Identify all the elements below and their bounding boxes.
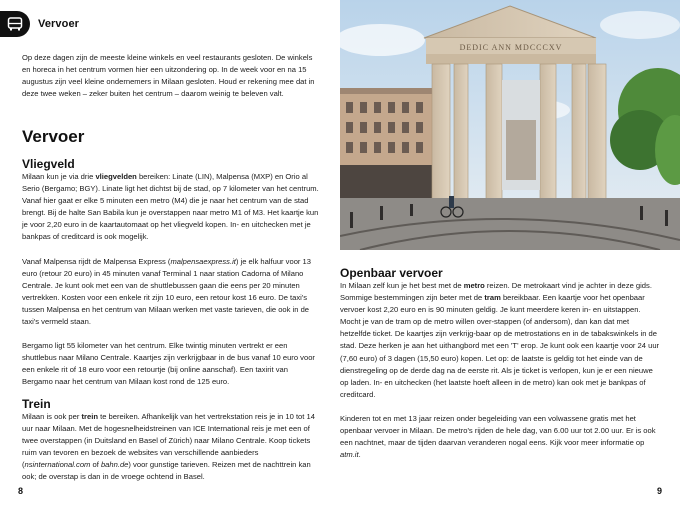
- intro-text: Op deze dagen zijn de meeste kleine winkels en veel restaurants gesloten. De winkels en horeca in het centrum vormen hier een uitzondering op. In de week voor en na 15 augustus zijn veel kleine ondernemers in Milaan gesloten. Houd er rekening mee dat in deze twee weken – zeker buiten het centrum – daarom weinig te beleven valt.: [22, 53, 315, 99]
- vliegveld-section: [22, 157, 320, 389]
- trein-paragraph: Milaan is ook per trein te bereiken. Afhankelijk van het vertrekstation reis je in 10 tot 14 uur naar Milaan. Met de hogesnelheidstreinen van ICE International reis je met een of twee overstappen (in Duitsland en Basel of Zürich) naar Milano Centrale. Koop tickets ruim van tevoren en bezoek de websites van verschillende aanbieders (nsinternational.com of bahn.de) voor gunstige tarieven. Reizen met de nachttrein kan ook; de overstap is dan in de vroege ochtend in Basel.: [22, 412, 315, 482]
- openbaar-heading: Openbaar vervoer: [340, 266, 443, 280]
- section-header: [0, 11, 79, 37]
- page-number-left: 8: [18, 486, 24, 496]
- page-number-right: 9: [657, 486, 663, 496]
- trein-heading: Trein: [22, 397, 51, 411]
- right-page: [340, 0, 680, 510]
- chapter-title: Vervoer: [22, 127, 85, 146]
- section-title: Vervoer: [38, 18, 80, 30]
- bus-icon: [0, 11, 30, 37]
- openbaar-paragraph-2: Kinderen tot en met 13 jaar reizen onder begeleiding van een volwassene gratis met het openbaar vervoer in Milaan. De metro's rijden de hele dag, van 6.00 uur tot 2.00 uur. Er is ook een nachtnet, maar de tijden daarvan veranderen nogal eens. Kijk voor meer informatie op atm.it.: [340, 413, 656, 460]
- vliegveld-paragraph-2: Vanaf Malpensa rijdt de Malpensa Express (malpensaexpress.it) je elk halfuur voor 13 euro (retour 20 euro) in 45 minuten vanaf Terminal 1 naar station Cadorna of Milano Centrale. Je kunt ook met een van de shuttlebussen gaan die eens per 20 minuten vertrekken. Kosten voor een enkele rit zijn 10 euro, een retour kost 16 euro. De taxi's tussen Malpensa en het centrum van Milaan werken met vaste tarieven, die ook in de taxi's vermeld staan.: [22, 256, 312, 327]
- openbaar-section: [340, 266, 660, 461]
- vliegveld-heading: Vliegveld: [22, 157, 75, 171]
- vliegveld-paragraph-3: Bergamo ligt 55 kilometer van het centrum. Elke twintig minuten vertrekt er een shuttlebus naar Milano Centrale. Kaartjes zijn verkrijgbaar in de bus vanaf 10 euro voor een enkele rit of 18 euro voor een retourtje (bij online aanschaf). Een taxirit van Bergamo naar het centrum van Milaan kost rond de 125 euro.: [22, 341, 315, 387]
- vliegveld-paragraph-1: Milaan kun je via drie vliegvelden bereiken: Linate (LIN), Malpensa (MXP) en Orio al Serio (Bergamo; BGY). Linate ligt het dichtst bij de stad, op 7 kilometer van het centrum. Vanaf hier gaat er elke 5 minuten een metro (M4) die je naar het centrum van de stad brengt. Bij de halte San Babila kun je overstappen naar metro M1 of M3. Het kaartje kun je voor 2,20 euro in de kaartautomaat op het vliegveld kopen. In- en uitchecken met je bankpas of creditcard is ook mogelijk.: [22, 172, 319, 242]
- openbaar-paragraph-1: In Milaan zelf kun je het best met de metro reizen. De metrokaart vind je achter in deze gids. Sommige bestemmingen zijn beter met de tram bereikbaar. Een kaartje voor het openbaar vervoer kost 2,20 euro en is 90 minuten geldig. Je kunt meerdere keren in- en uitstappen. Mocht je van de tram op de metro willen over-stappen (of andersom), dan kan dat met hetzelfde ticket. De kaartjes zijn verkrijg-baar op de metrostations en in de tabakswinkels in de stad. Deze herken je aan het uithangbord met een 'T' erop. Je kunt ook een kaartje voor 24 uur (7,60 euro) of 3 dagen (15,50 euro) kopen. Let op: de laatste is geldig tot het einde van de dienstregeling op de derde dag na de eerste rit. Als je ticket is verlopen, kun je er een nieuwe op laden. In- en uitchecken (het laatste hoeft alleen in de metro) kan ook met je bankpas of creditcard.: [340, 281, 660, 399]
- trein-section: [22, 397, 320, 484]
- photo-porta-nuova: [340, 0, 680, 250]
- svg-text:DEDIC ANN MDCCCXV: DEDIC ANN MDCCCXV: [459, 43, 563, 52]
- intro-paragraph: [22, 52, 320, 100]
